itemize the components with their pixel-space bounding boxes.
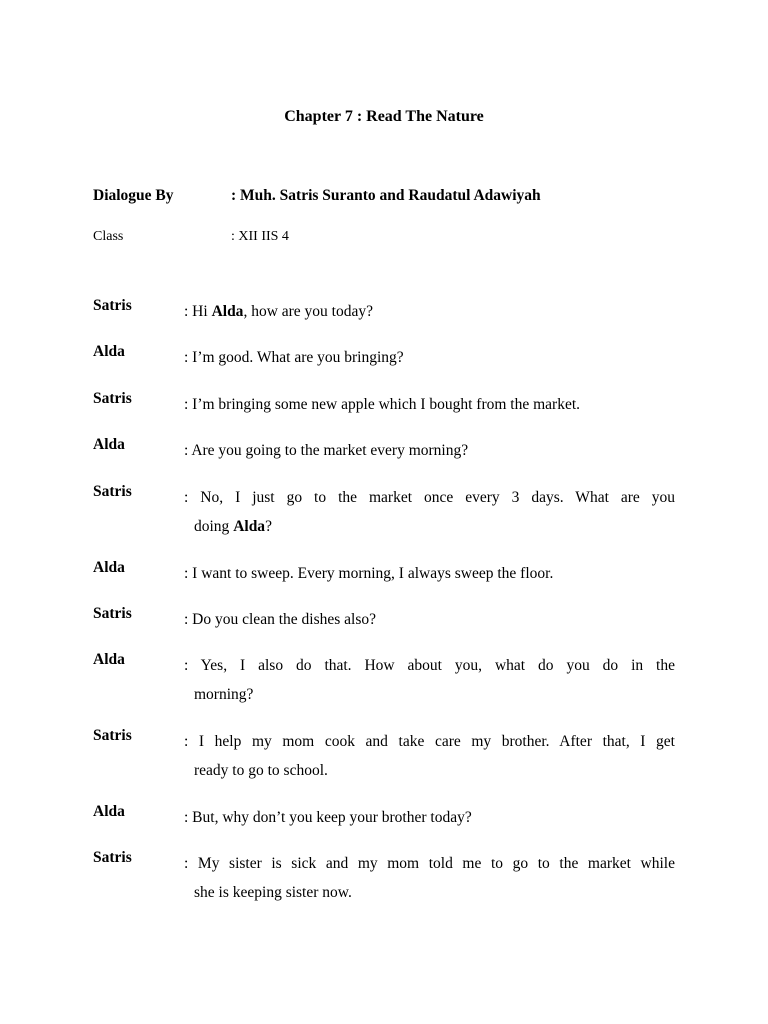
dialogue-text-line: : My sister is sick and my mom told me to go to the market while	[184, 855, 675, 872]
dialogue-text-line: morning?	[194, 686, 254, 703]
speaker-name: Satris	[93, 727, 132, 744]
dialogue-text: : I’m good. What are you bringing?	[184, 349, 404, 366]
dialogue-text-line: : Yes, I also do that. How about you, what do you do in the	[184, 657, 675, 674]
page-title: Chapter 7 : Read The Nature	[284, 108, 484, 125]
speaker-name: Alda	[93, 436, 125, 453]
dialogue-text-line: ready to go to school.	[194, 762, 328, 779]
speaker-name: Satris	[93, 849, 132, 866]
speaker-name: Alda	[93, 343, 125, 360]
speaker-name: Satris	[93, 297, 132, 314]
dialogue-name: Alda	[211, 303, 244, 320]
dialogue-text	[184, 849, 675, 907]
class-label: Class	[93, 229, 124, 244]
dialogue-text-line	[184, 512, 675, 541]
dialogue-text	[184, 297, 675, 326]
dialogue-text-line: she is keeping sister now.	[194, 884, 352, 901]
dialogue-name: Alda	[233, 518, 266, 535]
dialogue-text	[184, 727, 675, 785]
speaker-name: Alda	[93, 651, 125, 668]
speaker-name: Satris	[93, 605, 132, 622]
dialogue-text: : Do you clean the dishes also?	[184, 611, 376, 628]
class-value: : XII IIS 4	[231, 229, 289, 244]
dialogue-text: : Are you going to the market every morning?	[184, 442, 469, 459]
dialogue-by-value: : Muh. Satris Suranto and Raudatul Adawiyah	[231, 187, 541, 204]
dialogue-text: : I’m bringing some new apple which I bought from the market.	[184, 396, 581, 413]
dialogue-text-line: : I help my mom cook and take care my brother. After that, I get	[184, 733, 675, 750]
dialogue-text: : But, why don’t you keep your brother today?	[184, 809, 472, 826]
dialogue-text-part: ?	[265, 518, 272, 535]
dialogue-text-part: doing	[194, 518, 234, 535]
dialogue-text-part: : Hi	[184, 303, 212, 320]
dialogue-text-part: , how are you today?	[243, 303, 373, 320]
speaker-name: Alda	[93, 803, 125, 820]
dialogue-text-line: : No, I just go to the market once every 3 days. What are you	[184, 489, 675, 506]
speaker-name: Satris	[93, 483, 132, 500]
dialogue-text	[184, 483, 675, 541]
dialogue-text	[184, 651, 675, 709]
dialogue-by-label: Dialogue By	[93, 187, 174, 204]
speaker-name: Alda	[93, 559, 125, 576]
dialogue-text: : I want to sweep. Every morning, I always sweep the floor.	[184, 565, 554, 582]
speaker-name: Satris	[93, 390, 132, 407]
